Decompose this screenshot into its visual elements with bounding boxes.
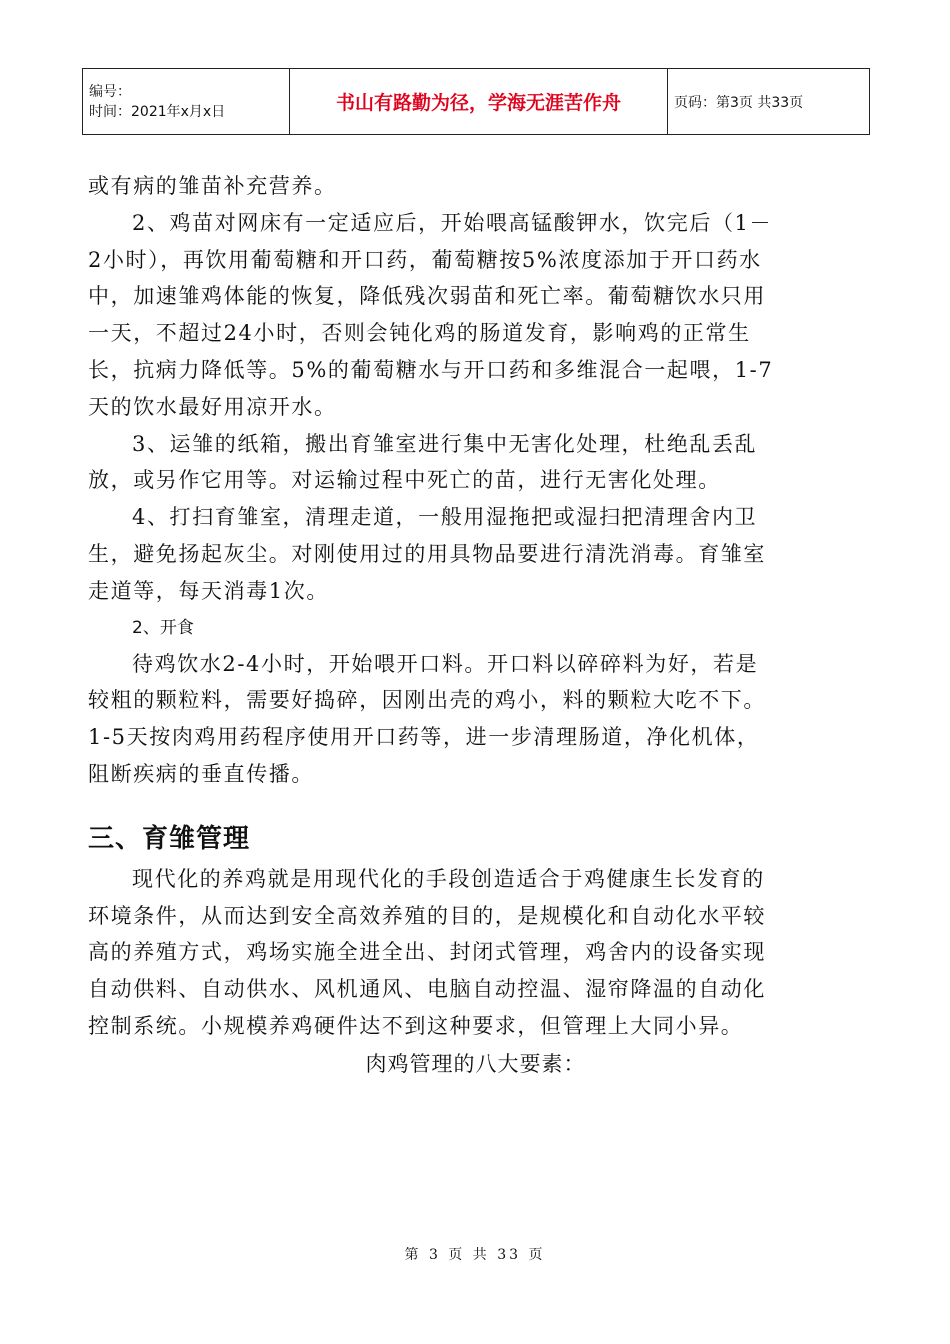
header-motto: 书山有路勤为径，学海无涯苦作舟 [290,69,668,135]
text-line: 现代化的养鸡就是用现代化的手段创造适合于鸡健康生长发育的 [132,866,765,891]
paragraph-block-3 [88,861,863,1045]
page-footer: 第 3 页 共 33 页 [404,1247,546,1263]
text-line: 4、打扫育雏室，清理走道，一般用湿拖把或湿扫把清理舍内卫 [132,505,758,530]
paragraph-block-2 [88,646,863,793]
text-line: 天的饮水最好用凉开水。 [88,394,337,419]
text-line: 2、鸡苗对网床有一定适应后，开始喂高锰酸钾水，饮完后（1－ [132,210,773,235]
center-title: 肉鸡管理的八大要素： [365,1051,586,1076]
text-line: 2小时），再饮用葡萄糖和开口药，葡萄糖按5%浓度添加于开口药水 [88,247,762,272]
document-body [88,168,863,1083]
text-line: 阻断疾病的垂直传播。 [88,761,314,786]
time-label: 时间：2021年x月x日 [89,103,226,120]
text-line: 中，加速雏鸡体能的恢复，降低残次弱苗和死亡率。葡萄糖饮水只用 [88,284,766,309]
text-line: 生，避免扬起灰尘。对刚使用过的用具物品要进行清洗消毒。育雏室 [88,541,766,566]
text-line: 控制系统。小规模养鸡硬件达不到这种要求，但管理上大同小异。 [88,1013,744,1038]
subheading: 2、开食 [132,617,194,638]
text-line: 一天，不超过24小时，否则会钝化鸡的肠道发育，影响鸡的正常生 [88,321,751,346]
code-label: 编号： [89,83,131,100]
text-line: 待鸡饮水2-4小时，开始喂开口料。开口料以碎碎料为好，若是 [132,651,759,676]
text-line: 走道等，每天消毒1次。 [88,578,329,603]
text-line: 3、运雏的纸箱，搬出育雏室进行集中无害化处理，杜绝乱丢乱 [132,431,758,456]
text-line: 长，抗病力降低等。5%的葡萄糖水与开口药和多维混合一起喂，1-7 [88,357,774,382]
text-line: 自动供料、自动供水、风机通风、电脑自动控温、湿帘降温的自动化 [88,977,766,1002]
text-line: 高的养殖方式，鸡场实施全进全出、封闭式管理，鸡舍内的设备实现 [88,940,766,965]
text-line: 1-5天按肉鸡用药程序使用开口药等，进一步清理肠道，净化机体， [88,725,760,750]
text-line: 放，或另作它用等。对运输过程中死亡的苗，进行无害化处理。 [88,468,721,493]
page-header [82,68,870,135]
header-meta [83,69,290,135]
text-line: 环境条件，从而达到安全高效养殖的目的，是规模化和自动化水平较 [88,903,766,928]
text-line: 较粗的颗粒料，需要好捣碎，因刚出壳的鸡小，料的颗粒大吃不下。 [88,688,766,713]
header-page-info: 页码：第3页 共33页 [668,69,870,135]
text-line: 或有病的雏苗补充营养。 [88,174,337,198]
paragraph-block-1 [88,168,863,610]
section-title: 三、育雏管理 [88,823,251,854]
